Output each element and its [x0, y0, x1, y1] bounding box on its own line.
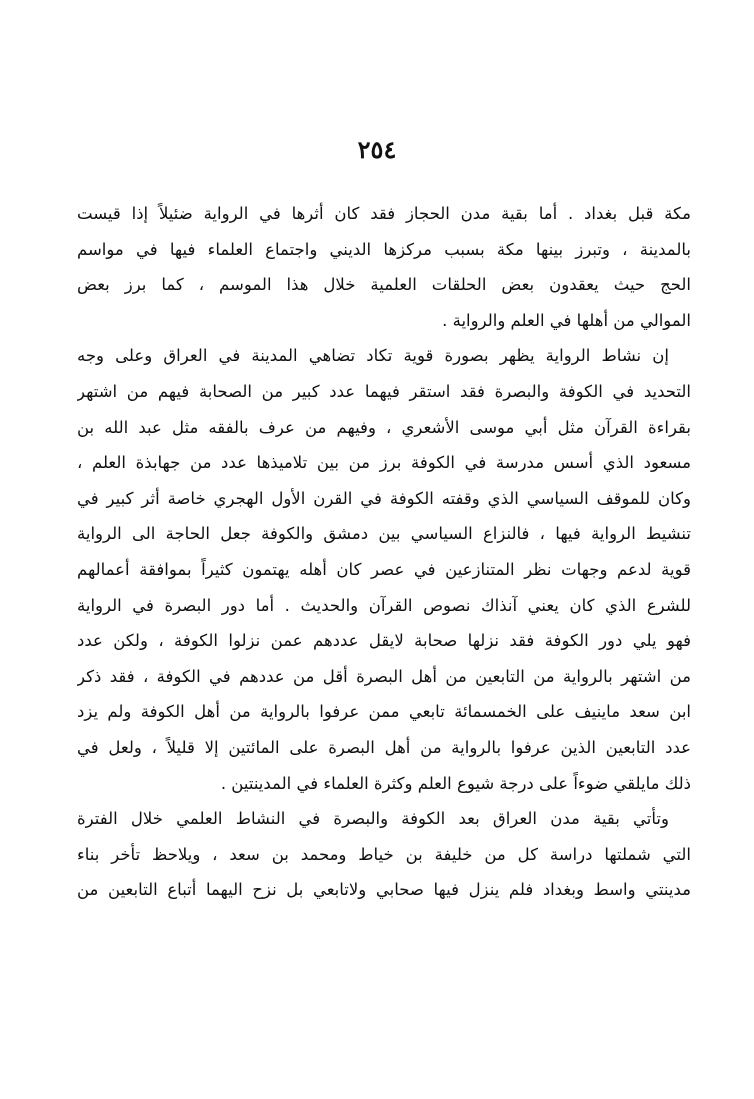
text-line: قوية لدعم وجهات نظر المتنازعين في عصر كان أهله يهتمون كثيراً بموافقة أعمالهم	[77, 559, 691, 579]
text-line: من اشتهر بالرواية من التابعين من أهل البصرة أقل من عددهم في الكوفة ، فقد ذكر	[77, 666, 691, 686]
text-line: وتأتي بقية مدن العراق بعد الكوفة والبصرة في النشاط العلمي خلال الفترة	[77, 809, 669, 829]
page-number: ٢٥٤	[357, 135, 397, 164]
text-line: الموالي من أهلها في العلم والرواية .	[442, 310, 691, 330]
text-line: مكة قبل بغداد . أما بقية مدن الحجاز فقد كان أثرها في الرواية ضئيلاً إذا قيست	[77, 204, 691, 223]
text-line: فهو يلي دور الكوفة فقد نزلها صحابة لايقل عددهم عمن نزلوا الكوفة ، ولكن عدد	[77, 631, 691, 651]
text-line: التي شملتها دراسة كل من خليفة بن خياط ومحمد بن سعد ، ويلاحظ تأخر بناء	[77, 844, 691, 864]
text-line: وكان للموقف السياسي الذي وقفته الكوفة في القرن الأول الهجري خاصة أثر كبير في	[77, 488, 691, 508]
text-line: إن نشاط الرواية يظهر بصورة قوية تكاد تضاهي المدينة في العراق وعلى وجه	[77, 346, 669, 366]
text-line: ذلك مايلقي ضوءاً على درجة شيوع العلم وكثرة العلماء في المدينتين .	[220, 773, 691, 793]
text-line: الحج حيث يعقدون بعض الحلقات العلمية خلال هذا الموسم ، كما برز بعض	[77, 275, 691, 295]
text-line: للشرع الذي كان يعني آنذاك نصوص القرآن والحديث . أما دور البصرة في الرواية	[77, 595, 691, 615]
text-line: تنشيط الرواية فيها ، فالنزاع السياسي بين دمشق والكوفة جعل الحاجة الى الرواية	[77, 524, 691, 544]
text-line: بقراءة القرآن مثل أبي موسى الأشعري ، وفيهم من عرف بالفقه مثل عبد الله بن	[77, 417, 691, 437]
text-line: مسعود الذي أسس مدرسة في الكوفة برز من بين تلاميذها عدد من جهابذة العلم ،	[77, 453, 691, 473]
text-line: ابن سعد ماينيف على الخمسمائة تابعي ممن عرفوا بالرواية من أهل الكوفة ولم يزد	[77, 702, 691, 722]
text-line: بالمدينة ، وتبرز بينها مكة بسبب مركزها الديني واجتماع العلماء فيها في مواسم	[77, 239, 691, 259]
text-line: مدينتي واسط وبغداد فلم ينزل فيها صحابي ولاتابعي بل نزح اليهما أتباع التابعين من	[77, 880, 691, 900]
body-text	[77, 196, 691, 908]
text-line: عدد التابعين الذين عرفوا بالرواية من أهل البصرة على المائتين إلا قليلاً ، ولعل في	[77, 737, 691, 757]
text-line: التحديد في الكوفة والبصرة فقد استقر فيهما عدد كبير من الصحابة فيهم من اشتهر	[77, 381, 691, 401]
